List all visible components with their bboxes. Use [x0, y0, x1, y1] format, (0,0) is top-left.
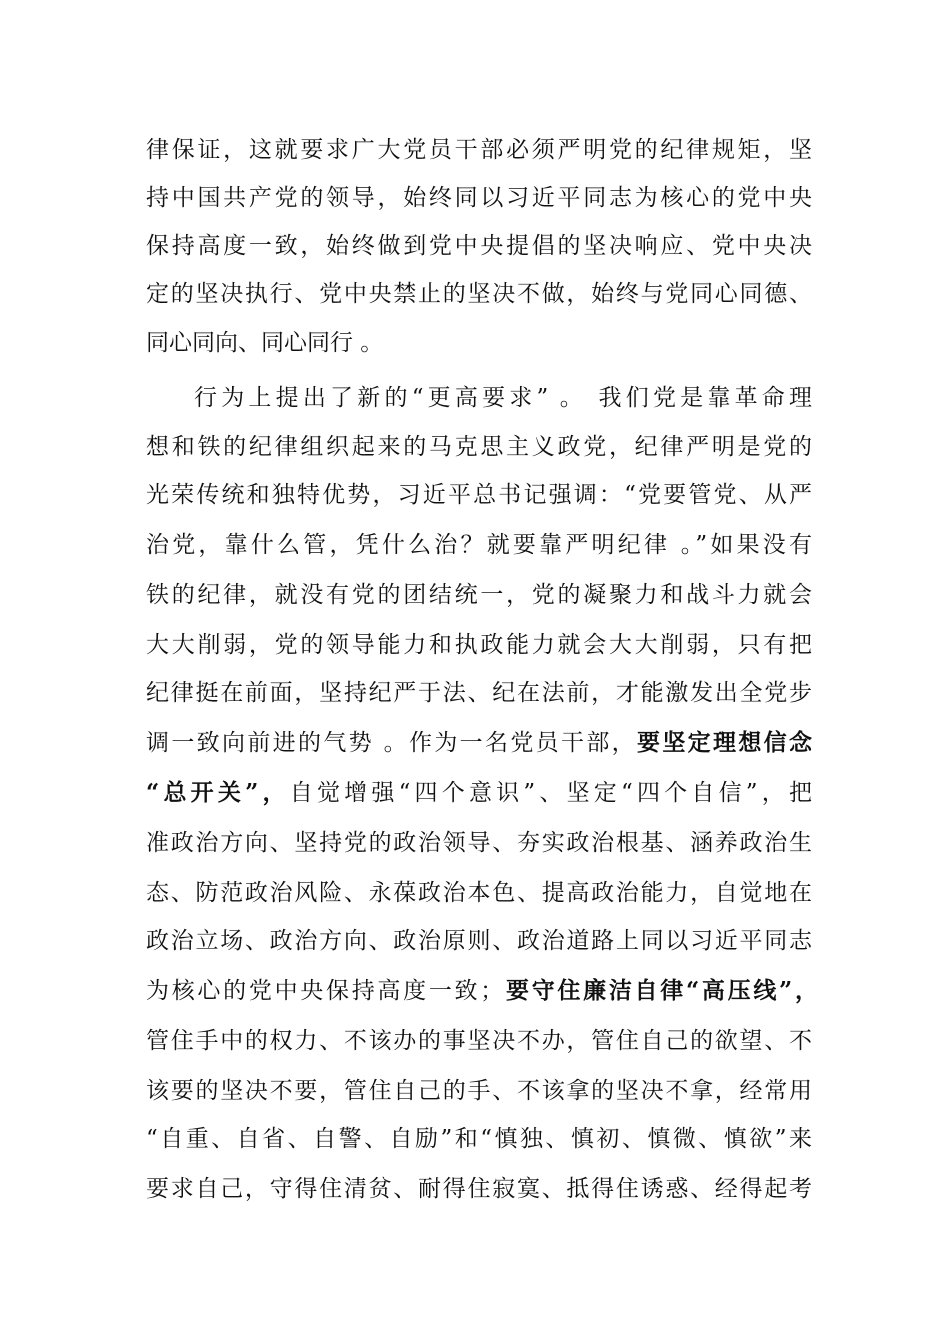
text-line — [146, 178, 812, 218]
text-run: 为核心的党中央保持高度一致； — [146, 978, 504, 1004]
text-run: 想和铁的纪律组织起来的马克思主义政党，纪律严明是党的 — [146, 434, 812, 460]
text-run: 光荣传统和独特优势，习近平总书记强调：“党要管党、从严 — [146, 482, 812, 508]
text-line — [146, 323, 812, 363]
text-run: 大大削弱，党的领导能力和执政能力就会大大削弱，只有把 — [146, 632, 812, 658]
text-line — [146, 226, 812, 266]
text-line — [146, 1169, 812, 1209]
text-run: 要求自己，守得住清贫、耐得住寂寞、抵得住诱惑、经得起考 — [146, 1176, 812, 1202]
paragraph-first-line — [194, 378, 812, 418]
text-line — [146, 773, 812, 813]
text-run: “自重、自省、自警、自励”和“慎独、慎初、慎微、慎欲”来 — [146, 1126, 812, 1152]
text-line — [146, 274, 812, 314]
text-run: 定的坚决执行、党中央禁止的坚决不做，始终与党同心同德、 — [146, 281, 812, 307]
bold-text-run: 要坚定理想信念 — [637, 729, 813, 756]
text-line — [146, 921, 812, 961]
text-run: 同心同向、同心同行 。 — [146, 330, 384, 356]
text-run: 治党，靠什么管，凭什么治？就要靠严明纪律 。”如果没有 — [146, 532, 812, 558]
text-run: 纪律挺在前面，坚持纪严于法、纪在法前，才能激发出全党步 — [146, 680, 812, 706]
text-run: 律保证，这就要求广大党员干部必须严明党的纪律规矩，坚 — [146, 137, 812, 163]
text-line — [146, 427, 812, 467]
text-run: 保持高度一致，始终做到党中央提倡的坚决响应、党中央决 — [146, 233, 812, 259]
text-line — [146, 1119, 812, 1159]
text-line — [146, 1071, 812, 1111]
text-run: 管住手中的权力、不该办的事坚决不办，管住自己的欲望、不 — [146, 1028, 812, 1054]
text-run: 态、防范政治风险、永葆政治本色、提高政治能力，自觉地在 — [146, 880, 812, 906]
text-line — [146, 475, 812, 515]
text-line — [146, 823, 812, 863]
text-line — [146, 873, 812, 913]
text-run: 准政治方向、坚持党的政治领导、夯实政治根基、涵养政治生 — [146, 830, 812, 856]
text-run: 行为上提出了新的“更高要求” 。 我们党是靠革命理 — [194, 385, 812, 411]
text-line — [146, 971, 818, 1011]
text-line — [146, 723, 812, 763]
bold-text-run: “总开关”， — [146, 779, 290, 806]
text-line — [146, 525, 812, 565]
text-line — [146, 575, 812, 615]
text-line — [146, 130, 812, 170]
text-run: 该要的坚决不要，管住自己的手、不该拿的坚决不拿，经常用 — [146, 1078, 812, 1104]
text-run: 自觉增强“四个意识”、坚定“四个自信”，把 — [289, 780, 812, 806]
text-line — [146, 625, 812, 665]
bold-text-run: 要守住廉洁自律“高压线”， — [503, 977, 818, 1004]
text-run: 调一致向前进的气势 。作为一名党员干部， — [146, 730, 637, 756]
text-run: 持中国共产党的领导，始终同以习近平同志为核心的党中央 — [146, 185, 812, 211]
text-run: 政治立场、政治方向、政治原则、政治道路上同以习近平同志 — [146, 928, 812, 954]
text-run: 铁的纪律，就没有党的团结统一，党的凝聚力和战斗力就会 — [146, 582, 812, 608]
text-line — [146, 1021, 812, 1061]
text-line — [146, 673, 812, 713]
